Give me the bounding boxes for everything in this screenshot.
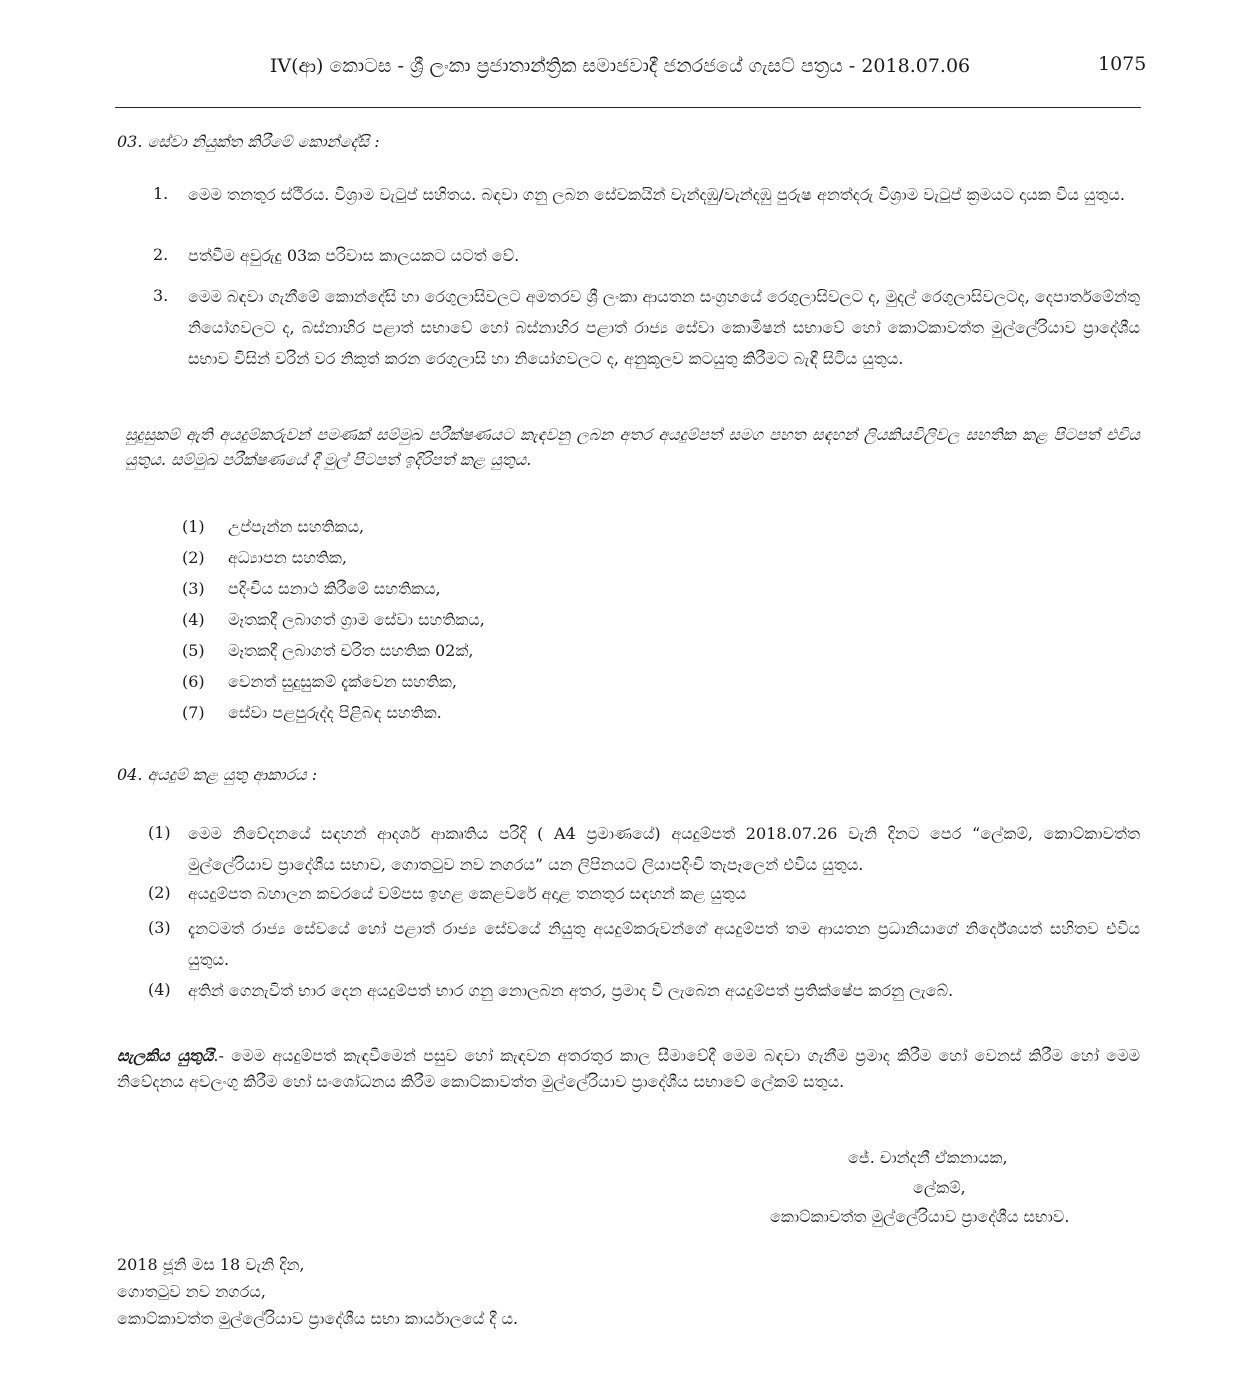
- document-item: වෙනත් සුදුසුකම් දැක්වෙන සහතික,: [228, 672, 457, 691]
- gazette-header-title: IV(ආ) කොටස - ශ්‍රී ලංකා ප්‍රජාතාන්ත්‍රික සමාජවාදී ජනරජයේ ගැසට් පත්‍රය - 2018.07.06: [269, 55, 971, 77]
- remark-text: .- මෙම අයදුම්පත් කැඳවීමෙන් පසුව හෝ කැඳවන අතරතුර කාල සීමාවේදී මෙම බඳවා ගැනීම ප්‍රමාද කිරීම හෝ වෙනස් කිරීම හෝ මෙම නිවේදනය අවලංගු කිරීම හෝ සංශෝධනය කිරීම කොට්කාවත්ත මුල්ලේරියාව ප්‍රාදේශීය සභාවේ ලේකම් සතුය.: [117, 1046, 1141, 1091]
- method-number: (2): [148, 883, 171, 902]
- condition-text: මෙම තනතුර ස්ථිරය. විශ්‍රාම වැටුප් සහිතය. බඳවා ගනු ලබන සේවකයින් වැන්දඹු/වැන්දඹු පුරුෂ අනත්දරු විශ්‍රාම වැටුප් ක්‍රමයට දායක විය යුතුය.: [188, 185, 1126, 204]
- condition-number: 1.: [153, 184, 169, 203]
- required-documents-note: සුදුසුකම් ඇති අයදුම්කරුවන් පමණක් සම්මුඛ පරීක්ෂණයට කැඳවනු ලබන අතර අයදුම්පත් සමග පහත සඳහන් ලියකියවිලිවල සහතික කළ පිටපත් එවිය යුතුය. සම්මුඛ පරීක්ෂණයේ දී මුල් පිටපත් ඉදිරිපත් කළ යුතුය.: [125, 425, 1140, 469]
- method-number: (4): [148, 980, 171, 999]
- section-04-heading: 04. අයදුම් කළ යුතු ආකාරය :: [117, 765, 318, 784]
- signatory-name: ජේ. චාන්දනී ඒකනායක,: [848, 1148, 1008, 1167]
- method-text: දැනටමත් රාජ්‍ය සේවයේ හෝ පළාත් රාජ්‍ය සේවයේ නියුතු අයදුම්කරුවන්ගේ අයදුම්පත් තම ආයතන ප්‍රධානියාගේ නිර්දේශයත් සහිතව එවිය යුතුය.: [188, 919, 1140, 969]
- issue-office: කොට්කාවත්ත මුල්ලේරියාව ප්‍රාදේශීය සභා කාර්යාලයේ දී ය.: [117, 1309, 519, 1328]
- document-item: මෑතකදී ලබාගත් චරිත සහතික 02ක්,: [228, 641, 474, 660]
- issue-place: ගොතටුව නව නගරය,: [117, 1282, 266, 1301]
- document-item: පදිංචිය සනාථ කිරීමේ සහතිකය,: [228, 579, 441, 598]
- method-text: අයදුම්පත බහාලන කවරයේ වම්පස ඉහළ කෙළවරේ අදාළ තනතුර සඳහන් කළ යුතුය: [188, 884, 747, 903]
- document-item: සේවා පළපුරුද්ද පිළිබඳ සහතික.: [228, 703, 442, 722]
- document-number: (2): [182, 548, 205, 567]
- document-number: (3): [182, 579, 205, 598]
- document-number: (7): [182, 703, 205, 722]
- remark-paragraph: [117, 1043, 1140, 1095]
- method-number: (3): [148, 918, 171, 937]
- condition-text: මෙම බඳවා ගැනීමේ කොන්දේසි හා රෙගුලාසිවලට අමතරව ශ්‍රී ලංකා ආයතන සංග්‍රහයේ රෙගුලාසිවලට ද, මුදල් රෙගුලාසිවලටද, දෙපාර්තමේන්තු නියෝගවලට ද, බස්නාහිර පළාත් සභාවේ හෝ බස්නාහිර පළාත් රාජ්‍ය සේවා කොමිෂන් සභාවේ හෝ කොට්කාවත්ත මුල්ලේරියාව ප්‍රාදේශීය සභාව විසින් වරින් වර නිකුත් කරන රෙගුලාසි හා නියෝගවලට ද, අනුකූලව කටයුතු කිරීමට බැඳී සිටිය යුතුය.: [188, 287, 1140, 368]
- condition-number: 2.: [153, 245, 169, 264]
- header-divider: [115, 107, 1141, 108]
- document-number: (5): [182, 641, 205, 660]
- document-number: (6): [182, 672, 205, 691]
- remark-label: සැලකිය යුතුයි: [117, 1046, 214, 1065]
- document-number: (4): [182, 610, 205, 629]
- page-number: 1075: [1098, 53, 1147, 75]
- document-item: උප්පැන්න සහතිකය,: [228, 517, 365, 536]
- document-number: (1): [182, 517, 205, 536]
- document-item: මෑතකදී ලබාගත් ග්‍රාම සේවා සහතිකය,: [228, 610, 485, 629]
- method-text: අතින් ගෙනැවිත් භාර දෙන අයදුම්පත් භාර ගනු නොලබන අතර, ප්‍රමාද වී ලැබෙන අයදුම්පත් ප්‍රතික්ෂේප කරනු ලැබේ.: [188, 981, 954, 1000]
- condition-number: 3.: [153, 286, 169, 305]
- document-item: අධ්‍යාපන සහතික,: [228, 548, 348, 567]
- section-03-heading: 03. සේවා නියුක්ත කිරීමේ කොන්දේසි :: [117, 132, 380, 151]
- issue-date: 2018 ජූනි මස 18 වැනි දින,: [117, 1255, 305, 1274]
- signatory-office: කොට්කාවත්ත මුල්ලේරියාව ප්‍රාදේශීය සභාව.: [770, 1207, 1070, 1226]
- method-text: මෙම නිවේදනයේ සඳහන් ආදර්ශ ආකෘතිය පරිදි ( A4 ප්‍රමාණයේ) අයදුම්පත් 2018.07.26 වැනි දිනට පෙර “ලේකම්, කොට්කාවත්ත මුල්ලේරියාව ප්‍රාදේශීය සභාව, ගොතටුව නව නගරය” යන ලිපිනයට ලියාපදිංචි තැපෑලෙන් එවිය යුතුය.: [188, 824, 1140, 874]
- condition-text: පත්වීම අවුරුදු 03ක පරිවාස කාලයකට යටත් වේ.: [188, 246, 520, 265]
- signatory-title: ලේකම්,: [913, 1178, 966, 1197]
- method-number: (1): [148, 823, 171, 842]
